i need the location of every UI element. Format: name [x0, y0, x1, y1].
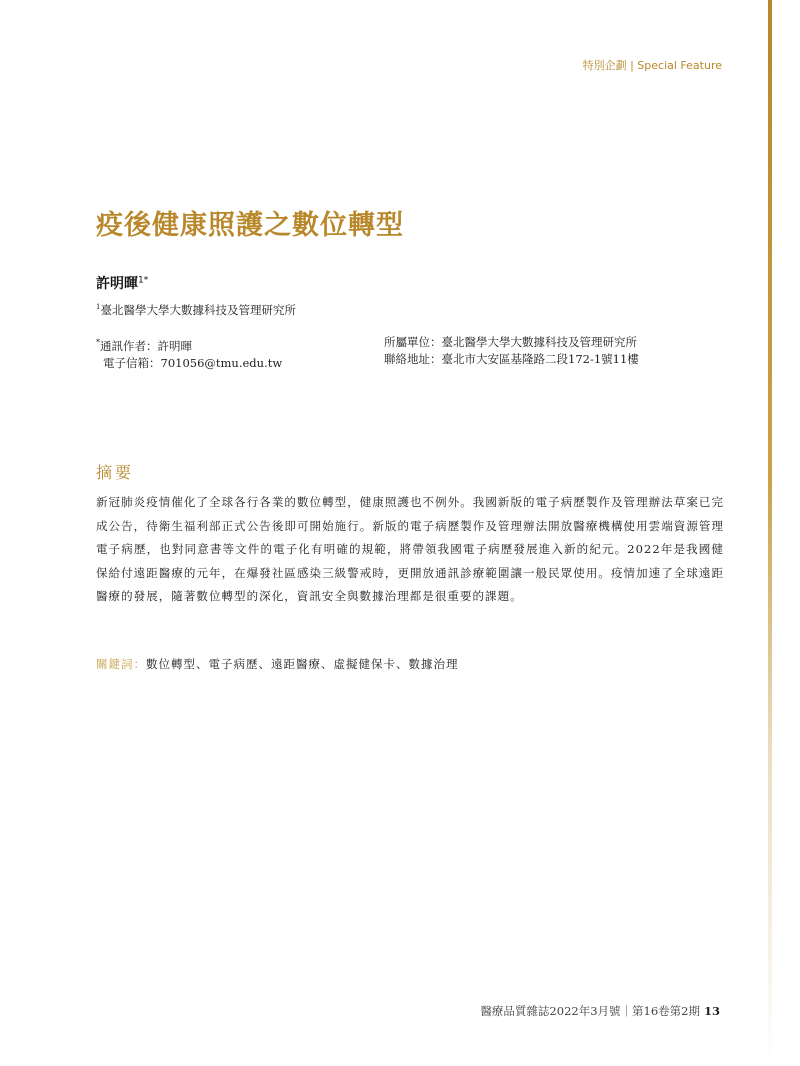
journal-info: 醫療品質雜誌2022年3月號｜第16卷第2期: [480, 1004, 700, 1018]
unit-line: 所屬單位：臺北醫學大學大數據科技及管理研究所: [384, 335, 637, 349]
address-line: 聯絡地址：臺北市大安區基隆路二段172-1號11樓: [384, 352, 639, 366]
page-number: 13: [703, 1004, 720, 1018]
section-header: 特別企劃 | Special Feature: [582, 59, 722, 72]
gold-edge-bar: [768, 0, 772, 1066]
author-name: 許明暉: [96, 276, 138, 292]
affiliation-superscript: 1: [96, 303, 101, 312]
keywords: [96, 656, 459, 672]
correspondence-left: [96, 334, 282, 372]
correspondence-right: [384, 334, 639, 368]
article-title: 疫後健康照護之數位轉型: [96, 210, 404, 241]
email-line: 電子信箱：701056@tmu.edu.tw: [103, 355, 283, 370]
author-superscript: 1*: [138, 275, 149, 286]
abstract-heading: 摘要: [96, 463, 135, 482]
correspondence-superscript: *: [96, 338, 100, 347]
keywords-list: 數位轉型、電子病歷、遠距醫療、虛擬健保卡、數據治理: [146, 657, 459, 671]
abstract-body: 新冠肺炎疫情催化了全球各行各業的數位轉型，健康照護也不例外。我國新版的電子病歷製作及管理辦法草案已完成公告，待衛生福利部正式公告後即可開始施行。新版的電子病歷製作及管理辦法開放醫療機構使用雲端資源管理電子病歷，也對同意書等文件的電子化有明確的規範，將帶領我國電子病歷發展進入新的紀元。2022年是我國健保給付遠距醫療的元年，在爆發社區感染三級警戒時，更開放通訊診療範圍讓一般民眾使用。疫情加速了全球遠距醫療的發展，隨著數位轉型的深化，資訊安全與數據治理都是很重要的課題。: [96, 495, 724, 603]
keywords-label: 關鍵詞：: [96, 657, 146, 671]
author-line: [96, 273, 148, 293]
affiliation-text: 臺北醫學大學大數據科技及管理研究所: [100, 303, 296, 317]
affiliation: [96, 302, 296, 318]
page-footer: [480, 1003, 720, 1019]
corresponding-author: 通訊作者：許明暉: [100, 338, 192, 353]
